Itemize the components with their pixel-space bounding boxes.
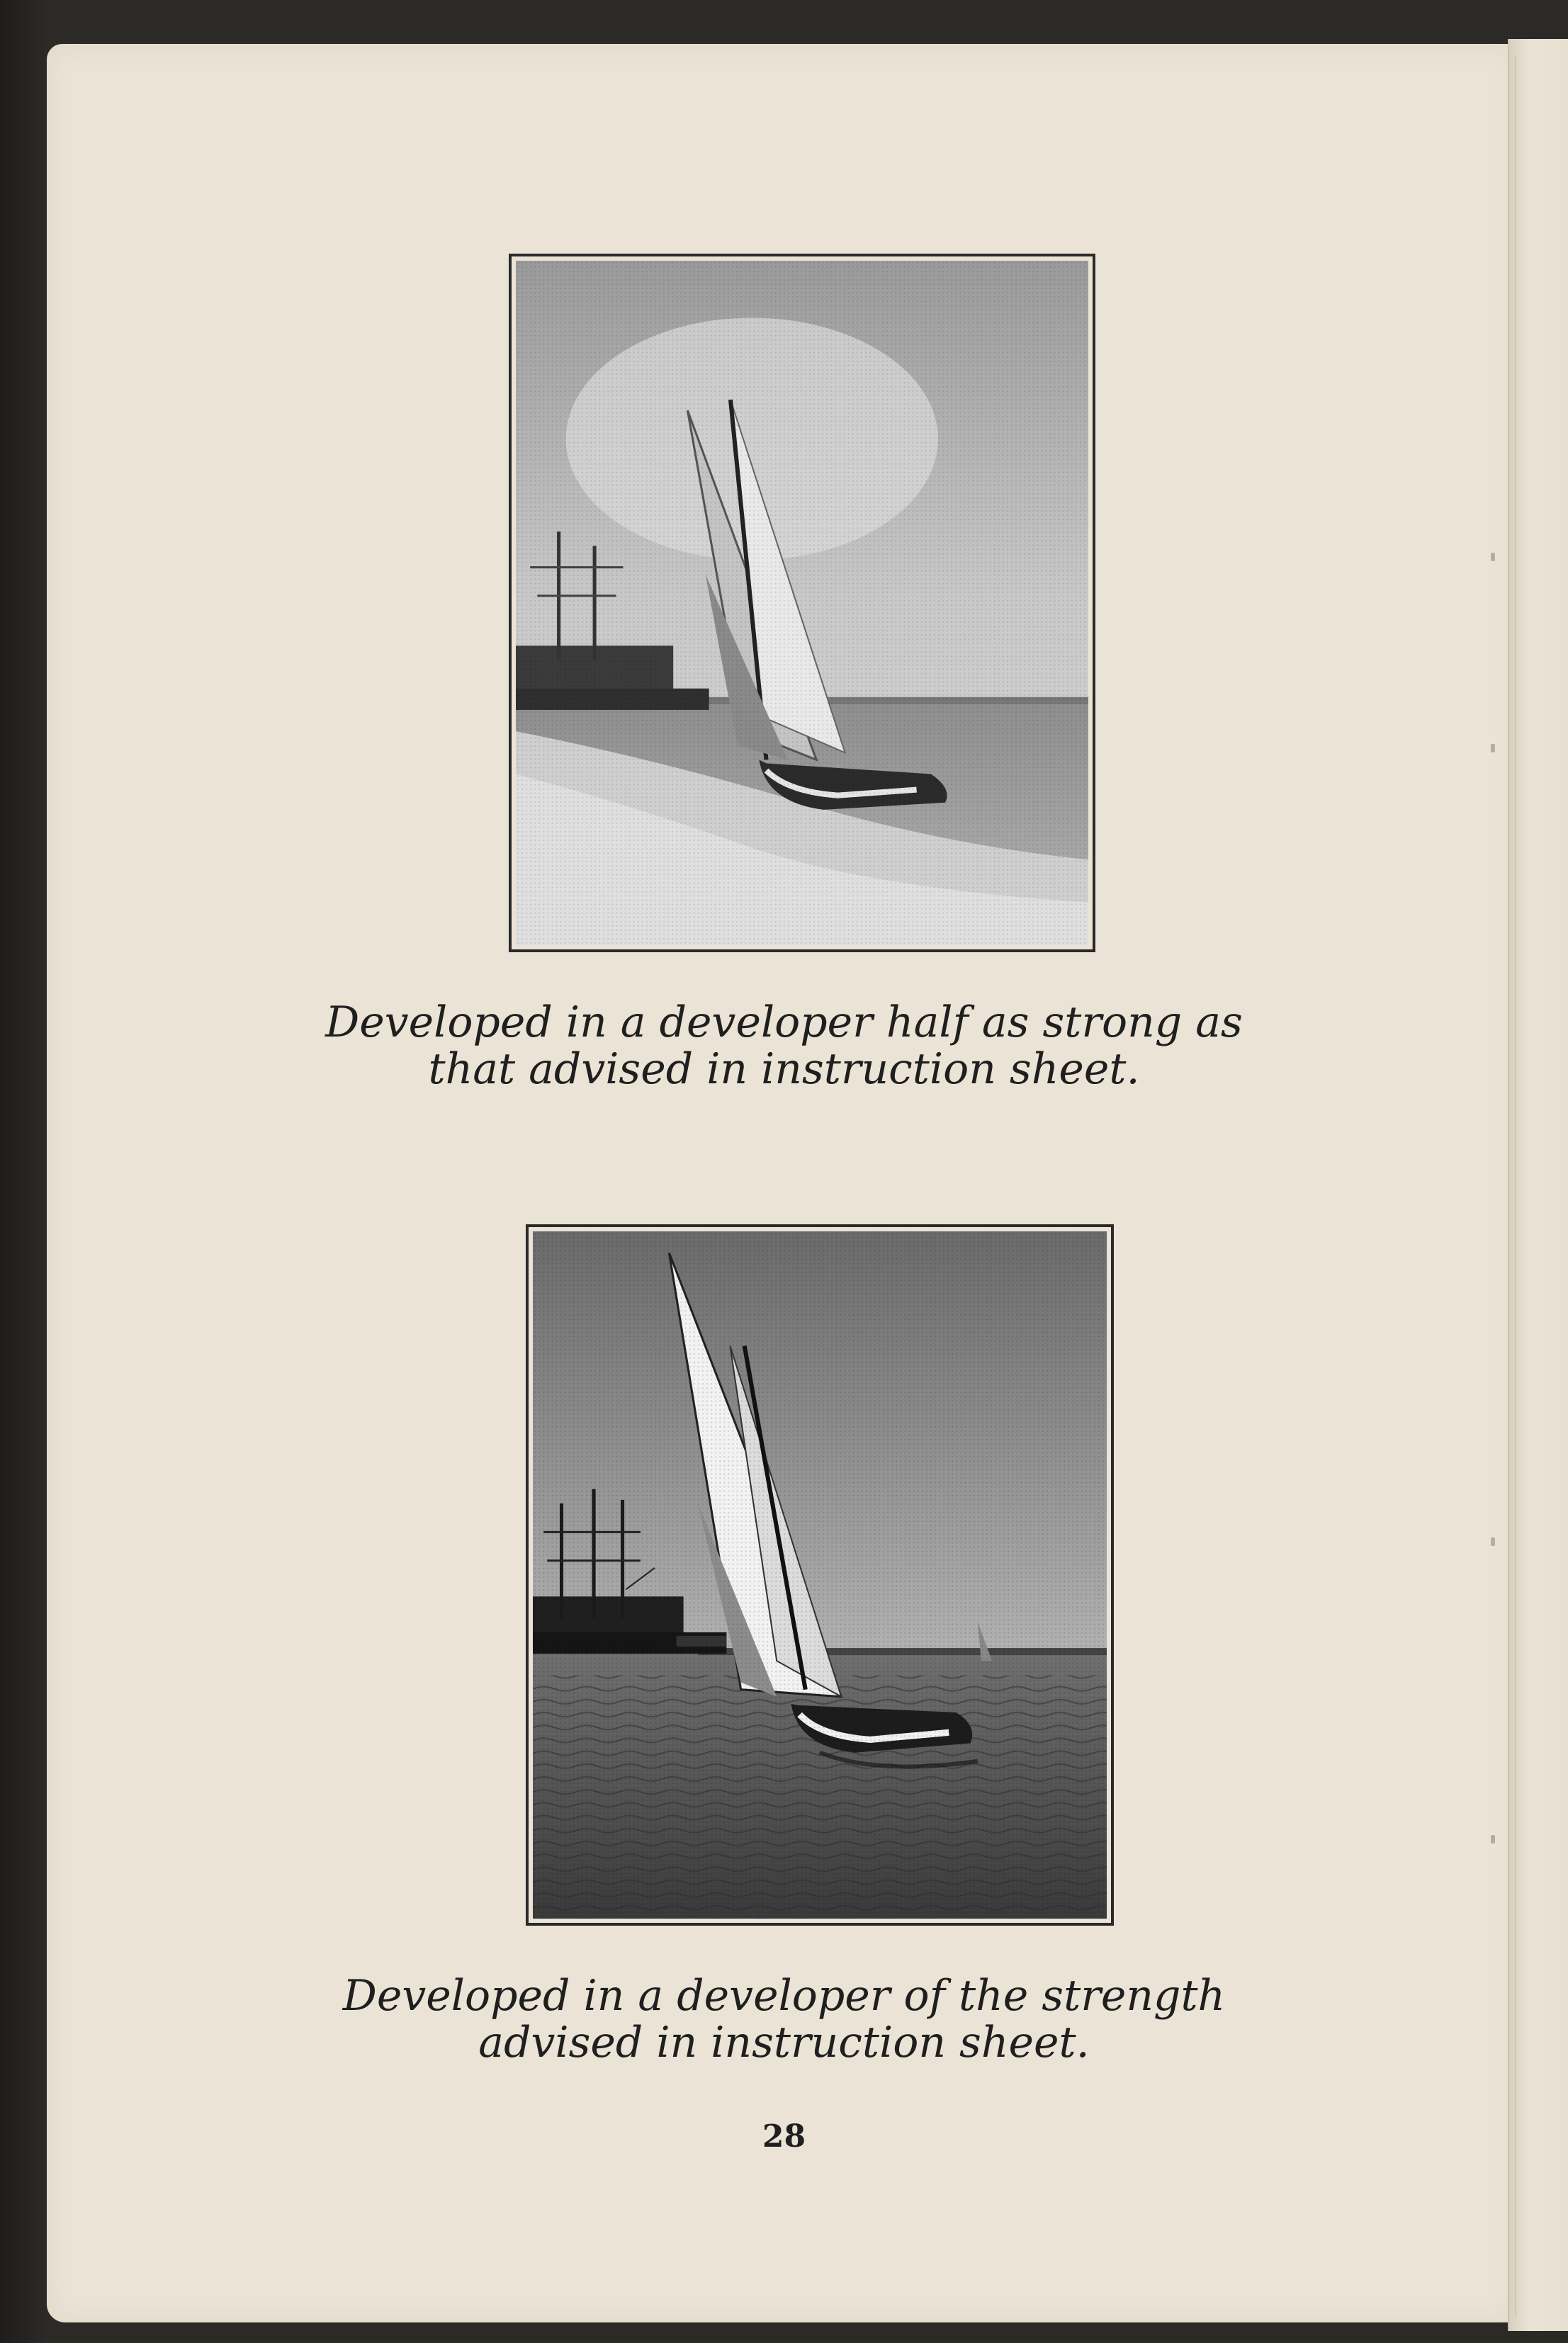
photo-underdeveloped-sailboat	[509, 254, 1095, 952]
binding-stitch	[1491, 553, 1495, 561]
caption-figure-1	[0, 999, 1568, 1093]
binding-stitch	[1491, 1537, 1495, 1546]
caption-line: advised in instruction sheet.	[478, 2018, 1090, 2067]
sailboat-photo-faded	[516, 261, 1088, 945]
caption-line: that advised in instruction sheet.	[428, 1044, 1140, 1094]
caption-line: Developed in a developer of the strength	[342, 1971, 1226, 2021]
photo-developed-sailboat	[526, 1224, 1114, 1926]
caption-line: Developed in a developer half as strong as	[325, 998, 1243, 1047]
sailboat-photo-normal	[533, 1231, 1107, 1919]
binding-stitch	[1491, 744, 1495, 752]
caption-figure-2	[0, 1972, 1568, 2066]
binding-stitch	[1491, 1835, 1495, 1844]
page-number: 28	[762, 2118, 806, 2155]
